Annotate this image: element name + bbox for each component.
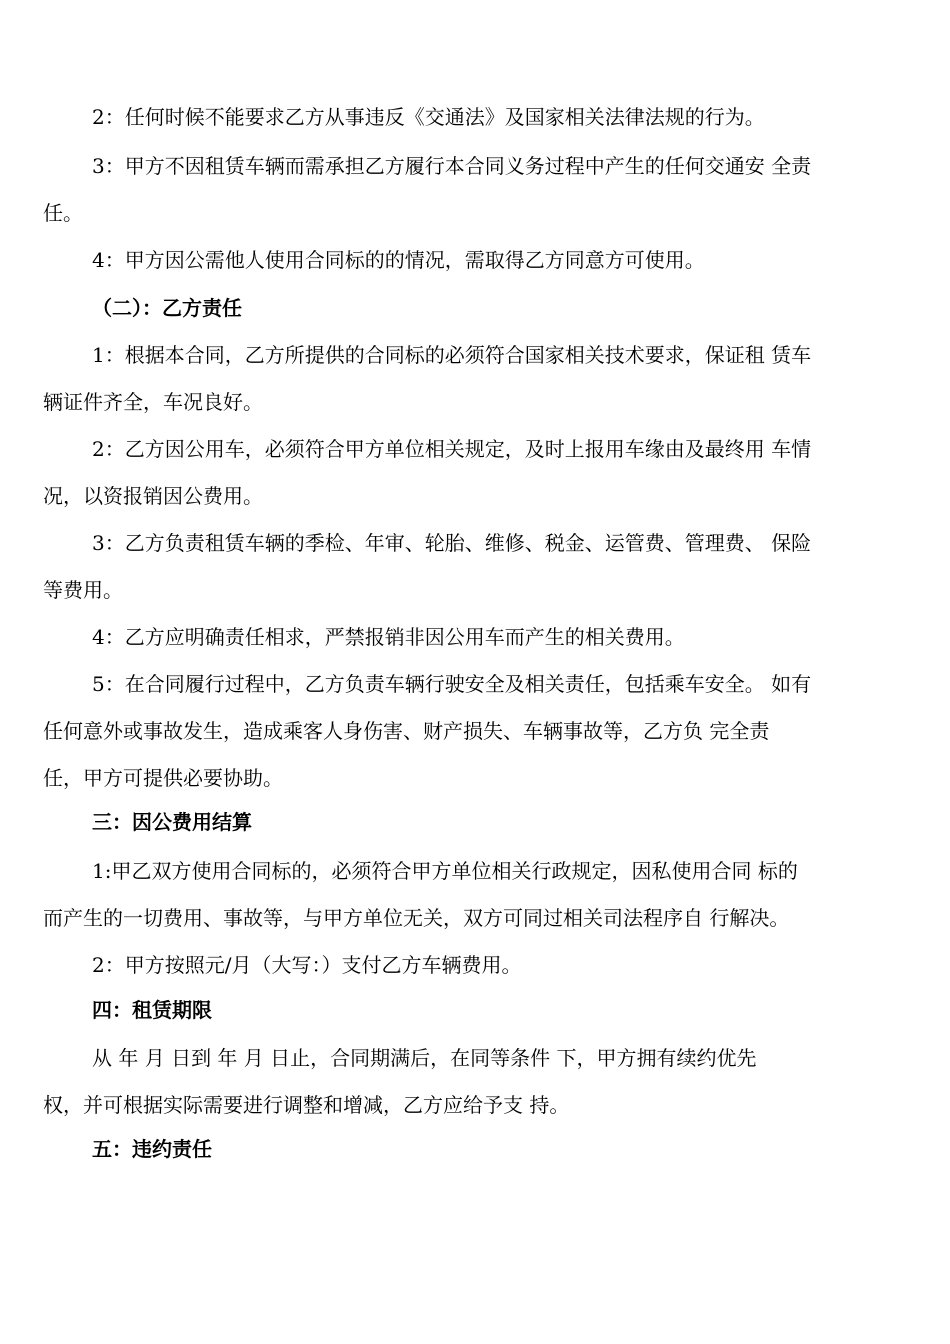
section-heading-breach: 五：违约责任 (92, 1137, 212, 1161)
section-heading-lease-term: 四：租赁期限 (92, 998, 212, 1022)
clause-b2-line1-text: 2：乙方因公用车，必须符合甲方单位相关规定，及时上报用车缘由及最终用 车情 (92, 437, 812, 461)
clause-a4-line1: 4：甲方因公需他人使用合同标的的情况，需取得乙方同意方可使用。 (92, 248, 705, 272)
clause-d1-line1 (0, 1044, 950, 1072)
clause-b2-line2: 况，以资报销因公费用。 (43, 484, 263, 508)
clause-d1-line1-text: 从 年 月 日到 年 月 日止，合同期满后，在同等条件 下，甲方拥有续约优先 (92, 1046, 757, 1070)
clause-b3-line1-text: 3：乙方负责租赁车辆的季检、年审、轮胎、维修、税金、运管费、管理费、 保险 (92, 531, 812, 555)
clause-b1-line2: 辆证件齐全，车况良好。 (43, 390, 263, 414)
section-heading-settlement: 三：因公费用结算 (92, 810, 252, 834)
clause-d1-line2: 权，并可根据实际需要进行调整和增减，乙方应给予支 持。 (43, 1093, 570, 1117)
clause-b1-line1-text: 1：根据本合同，乙方所提供的合同标的必须符合国家相关技术要求，保证租 赁车 (92, 343, 812, 367)
clause-c1-line2 (0, 904, 950, 932)
clause-a3-line2: 任。 (43, 201, 83, 225)
clause-b2-line1 (0, 435, 950, 463)
clause-b1-line1 (0, 341, 950, 369)
clause-b5-line2 (0, 717, 950, 745)
clause-a2-line1: 2：任何时候不能要求乙方从事违反《交通法》及国家相关法律法规的行为。 (92, 105, 765, 129)
clause-a3-line1-text: 3：甲方不因租赁车辆而需承担乙方履行本合同义务过程中产生的任何交通安 全责 (92, 154, 812, 178)
clause-c1-line1-text: 1:甲乙双方使用合同标的，必须符合甲方单位相关行政规定，因私使用合同 标的 (92, 859, 798, 883)
clause-b5-line3: 任，甲方可提供必要协助。 (43, 766, 283, 790)
clause-b3-line1 (0, 529, 950, 557)
clause-c1-line2-text: 而产生的一切费用、事故等，与甲方单位无关，双方可同过相关司法程序自 行解决。 (43, 906, 790, 930)
clause-b5-line2-text: 任何意外或事故发生，造成乘客人身伤害、财产损失、车辆事故等，乙方负 完全责 (43, 719, 770, 743)
clause-b5-line1 (0, 670, 950, 698)
clause-a3-line1 (0, 152, 950, 180)
clause-c1-line1 (0, 857, 950, 885)
section-heading-party-b: （二）：乙方责任 (92, 296, 242, 320)
clause-c2-line1: 2：甲方按照元/月（大写：）支付乙方车辆费用。 (92, 953, 522, 977)
clause-b4-line1: 4：乙方应明确责任相求，严禁报销非因公用车而产生的相关费用。 (92, 625, 685, 649)
clause-b3-line2: 等费用。 (43, 578, 123, 602)
clause-b5-line1-text: 5：在合同履行过程中，乙方负责车辆行驶安全及相关责任，包括乘车安全。 如有 (92, 672, 812, 696)
